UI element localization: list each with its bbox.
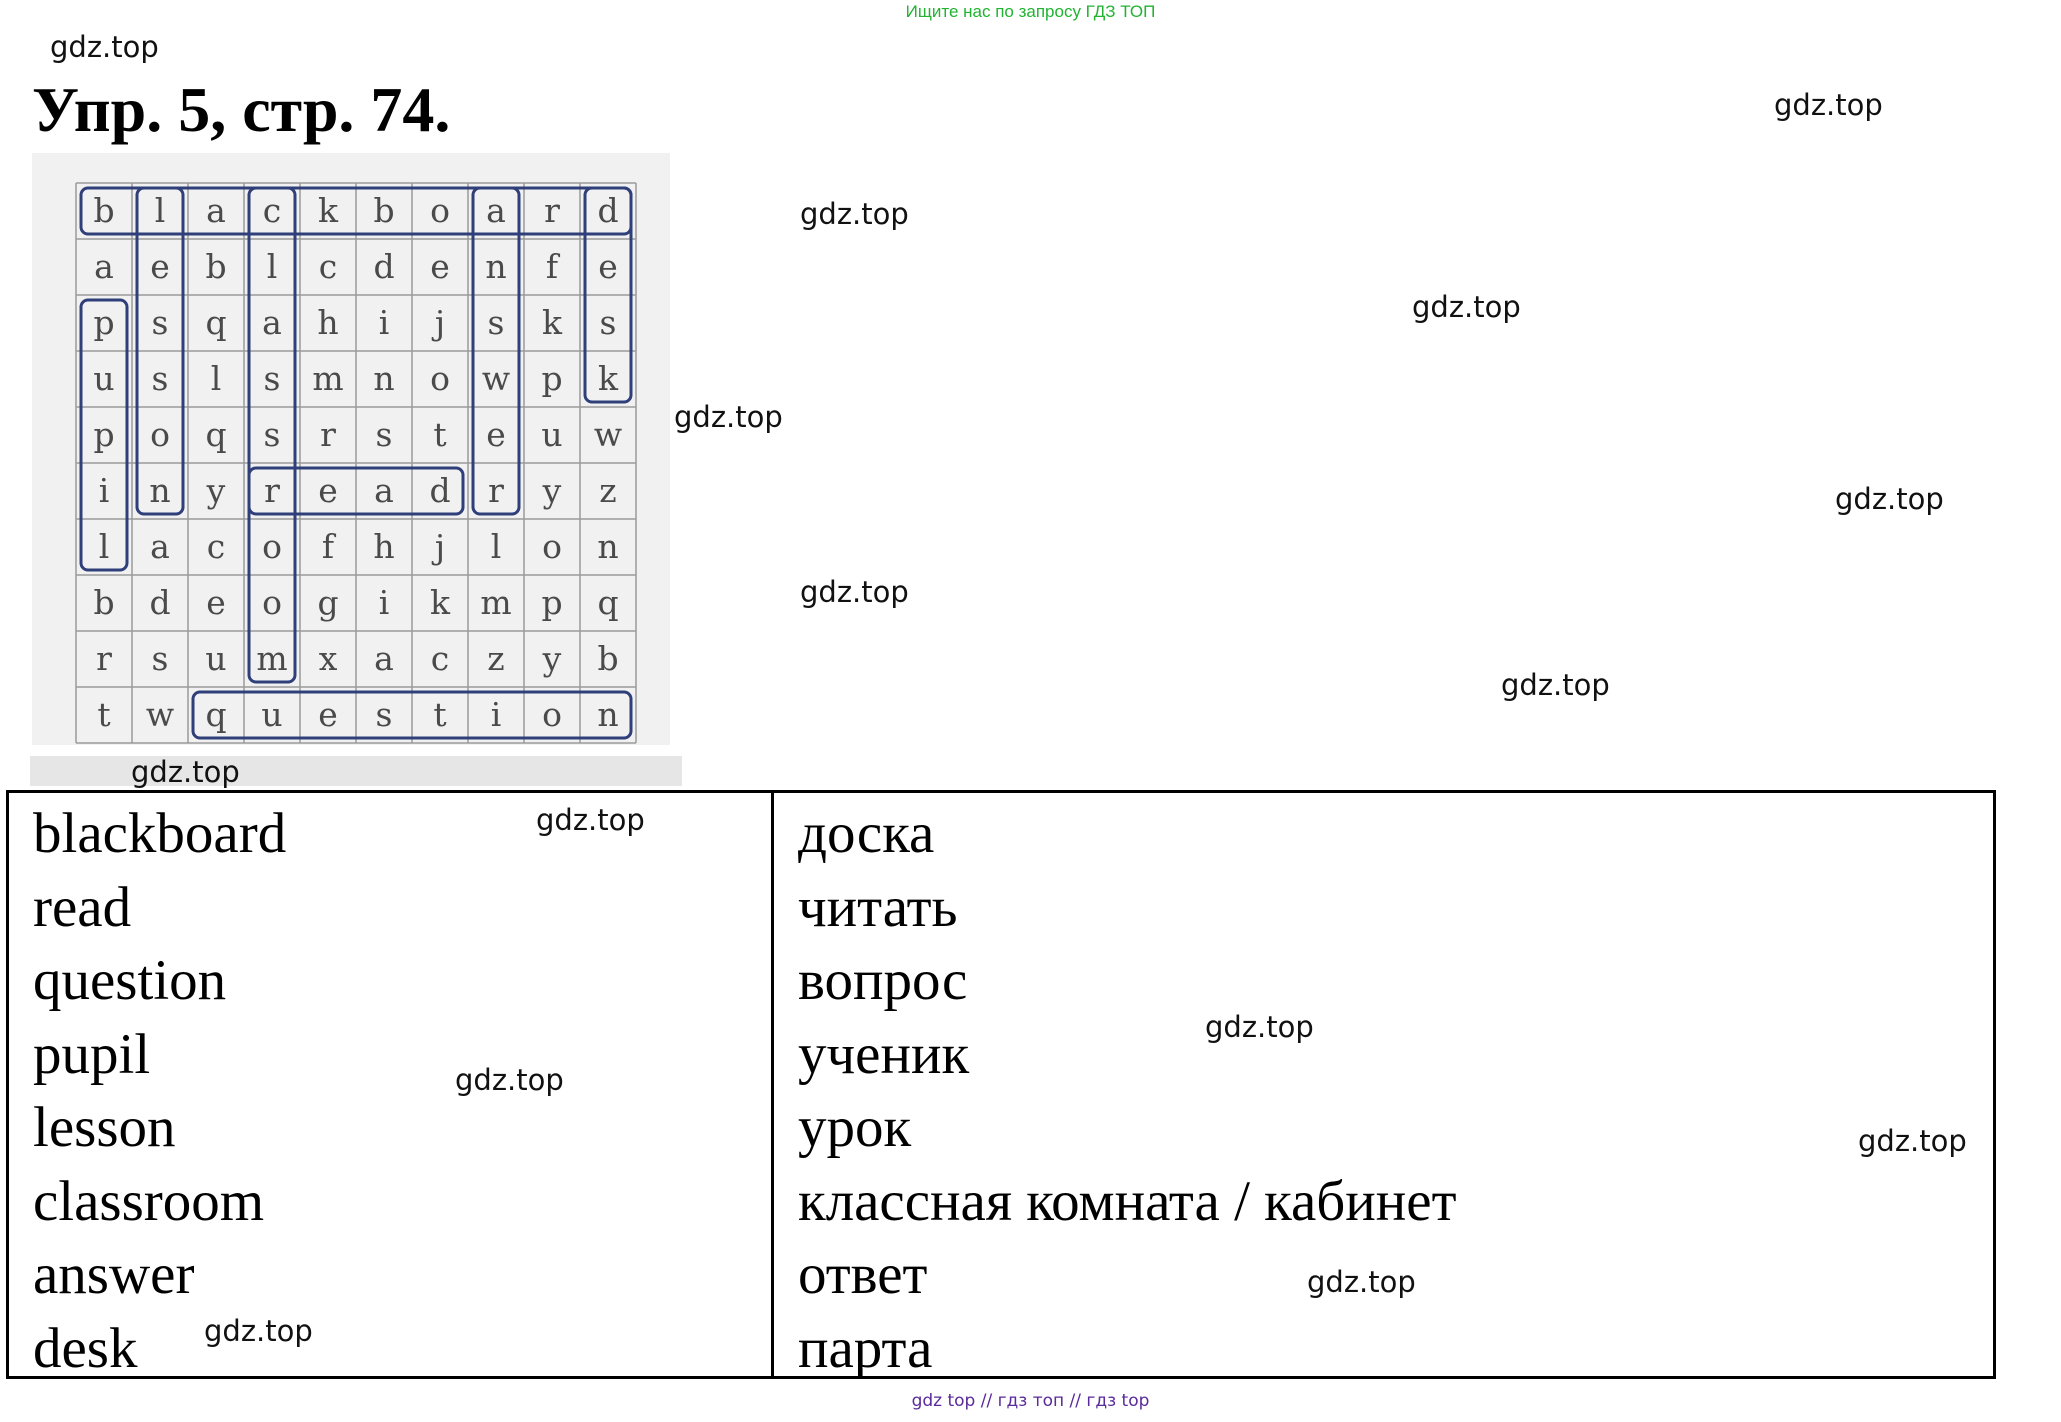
vocab-word-ru: ответ bbox=[798, 1243, 928, 1306]
grid-letter: t bbox=[433, 695, 447, 734]
vocab-word-en: lesson bbox=[33, 1096, 176, 1159]
grid-letter: l bbox=[98, 527, 110, 566]
grid-letter: q bbox=[205, 695, 227, 734]
grid-letter: m bbox=[256, 639, 288, 678]
grid-letter: o bbox=[430, 191, 450, 230]
grid-letter: l bbox=[266, 247, 278, 286]
grid-letter: j bbox=[434, 303, 446, 342]
grid-letter: s bbox=[263, 415, 281, 454]
grid-letter: t bbox=[433, 415, 447, 454]
vocab-word-en: answer bbox=[33, 1243, 195, 1306]
scan-bottom-strip bbox=[30, 756, 682, 786]
watermark: gdz.top bbox=[1501, 668, 1610, 702]
grid-letter: n bbox=[485, 247, 507, 286]
grid-letter: y bbox=[206, 471, 226, 510]
grid-letter: e bbox=[318, 695, 338, 734]
grid-letter: a bbox=[94, 247, 114, 286]
grid-letter: s bbox=[599, 303, 617, 342]
grid-letter: r bbox=[488, 471, 504, 510]
grid-letter: n bbox=[597, 527, 619, 566]
grid-letter: u bbox=[261, 695, 283, 734]
grid-letter: o bbox=[542, 695, 562, 734]
grid-letter: d bbox=[429, 471, 451, 510]
grid-letter: z bbox=[599, 471, 617, 510]
grid-letter: o bbox=[430, 359, 450, 398]
page-title: Упр. 5, стр. 74. bbox=[32, 74, 451, 145]
grid-letter: r bbox=[96, 639, 112, 678]
grid-letter: f bbox=[321, 527, 335, 566]
grid-letter: l bbox=[210, 359, 222, 398]
grid-letter: c bbox=[206, 527, 226, 566]
grid-letter: b bbox=[373, 191, 395, 230]
vocab-word-ru: вопрос bbox=[798, 949, 968, 1012]
grid-letter: c bbox=[430, 639, 450, 678]
grid-letter: s bbox=[263, 359, 281, 398]
grid-letter: n bbox=[373, 359, 395, 398]
grid-letter: q bbox=[597, 583, 619, 622]
vocab-word-ru: парта bbox=[798, 1316, 933, 1380]
grid-letter: e bbox=[598, 247, 618, 286]
vocab-word-en: classroom bbox=[33, 1169, 265, 1233]
vocab-word-en: desk bbox=[33, 1316, 138, 1380]
grid-letter: o bbox=[150, 415, 170, 454]
english-words-column bbox=[33, 797, 286, 1385]
vocab-word-ru: ученик bbox=[798, 1022, 970, 1086]
grid-letter: c bbox=[262, 191, 282, 230]
grid-letter: e bbox=[486, 415, 506, 454]
vocabulary-table bbox=[6, 790, 1996, 1379]
grid-letter: k bbox=[430, 583, 450, 622]
grid-letter: t bbox=[97, 695, 111, 734]
grid-letter: o bbox=[262, 583, 282, 622]
word-search-grid bbox=[72, 180, 642, 746]
grid-letter: i bbox=[98, 471, 110, 510]
grid-letter: b bbox=[205, 247, 227, 286]
grid-letter: b bbox=[93, 191, 115, 230]
vocab-word-en: pupil bbox=[33, 1022, 151, 1086]
grid-letter: r bbox=[264, 471, 280, 510]
grid-letter: h bbox=[373, 527, 395, 566]
grid-letter: a bbox=[150, 527, 170, 566]
grid-letter: y bbox=[542, 471, 562, 510]
watermark: gdz.top bbox=[1858, 1124, 1967, 1158]
grid-letter: w bbox=[593, 415, 623, 454]
grid-letter: p bbox=[541, 359, 563, 398]
grid-letter: w bbox=[145, 695, 175, 734]
grid-letter: a bbox=[486, 191, 506, 230]
grid-letter: s bbox=[375, 695, 393, 734]
grid-letter: a bbox=[206, 191, 226, 230]
grid-letter: a bbox=[374, 471, 394, 510]
watermark: gdz.top bbox=[455, 1063, 564, 1097]
watermark: gdz.top bbox=[1835, 482, 1944, 516]
vocab-word-ru: классная комната / кабинет bbox=[798, 1169, 1457, 1233]
grid-letter: n bbox=[149, 471, 171, 510]
watermark: gdz.top bbox=[1307, 1265, 1416, 1299]
grid-letter: r bbox=[544, 191, 560, 230]
grid-letter: d bbox=[149, 583, 171, 622]
grid-letter: a bbox=[262, 303, 282, 342]
column-divider bbox=[771, 793, 774, 1376]
grid-letter: z bbox=[487, 639, 505, 678]
grid-letter: q bbox=[205, 303, 227, 342]
vocab-word-en: blackboard bbox=[33, 802, 287, 865]
watermark: gdz.top bbox=[50, 30, 159, 64]
watermark: gdz.top bbox=[536, 803, 645, 837]
grid-letter: j bbox=[434, 527, 446, 566]
grid-letter: e bbox=[150, 247, 170, 286]
grid-letter: b bbox=[597, 639, 619, 678]
grid-letter: g bbox=[317, 583, 339, 622]
watermark: gdz.top bbox=[800, 575, 909, 609]
search-hint: Ищите нас по запросу ГДЗ ТОП bbox=[905, 2, 1156, 21]
grid-letter: k bbox=[542, 303, 562, 342]
grid-letter: k bbox=[598, 359, 618, 398]
grid-letter: e bbox=[430, 247, 450, 286]
grid-letter: u bbox=[541, 415, 563, 454]
vocab-word-ru: урок bbox=[798, 1096, 912, 1159]
grid-letter: r bbox=[320, 415, 336, 454]
grid-letter: s bbox=[151, 303, 169, 342]
grid-letter: d bbox=[373, 247, 395, 286]
grid-letter: e bbox=[318, 471, 338, 510]
grid-letter: o bbox=[262, 527, 282, 566]
grid-letter: h bbox=[317, 303, 339, 342]
vocab-word-en: read bbox=[33, 875, 132, 939]
grid-letter: i bbox=[378, 303, 390, 342]
grid-letter: s bbox=[151, 359, 169, 398]
grid-letter: n bbox=[597, 695, 619, 734]
grid-letter: m bbox=[312, 359, 344, 398]
grid-letter: m bbox=[480, 583, 512, 622]
grid-letter: d bbox=[597, 191, 619, 230]
grid-letter: p bbox=[541, 583, 563, 622]
grid-letter: l bbox=[490, 527, 502, 566]
watermark: gdz.top bbox=[800, 197, 909, 231]
grid-letter: y bbox=[542, 639, 562, 678]
grid-letter: q bbox=[205, 415, 227, 454]
watermark: gdz.top bbox=[204, 1314, 313, 1348]
vocab-word-ru: читать bbox=[798, 875, 958, 939]
grid-letter: u bbox=[205, 639, 227, 678]
grid-letter: o bbox=[542, 527, 562, 566]
grid-letter: s bbox=[151, 639, 169, 678]
watermark: gdz.top bbox=[674, 400, 783, 434]
watermark: gdz.top bbox=[131, 755, 240, 789]
grid-letter: k bbox=[318, 191, 338, 230]
footer-note: gdz top // гдз топ // гдз top bbox=[911, 1391, 1150, 1411]
vocab-word-en: question bbox=[33, 949, 227, 1012]
watermark: gdz.top bbox=[1205, 1010, 1314, 1044]
grid-letter: i bbox=[378, 583, 390, 622]
grid-letter: l bbox=[154, 191, 166, 230]
grid-letter: s bbox=[487, 303, 505, 342]
grid-letter: a bbox=[374, 639, 394, 678]
grid-letter: x bbox=[318, 639, 338, 678]
grid-letter: f bbox=[545, 247, 559, 286]
watermark: gdz.top bbox=[1774, 88, 1883, 122]
grid-letter: u bbox=[93, 359, 115, 398]
vocab-word-ru: доска bbox=[798, 802, 935, 865]
grid-letter: w bbox=[481, 359, 511, 398]
grid-letter: i bbox=[490, 695, 502, 734]
watermark: gdz.top bbox=[1412, 290, 1521, 324]
grid-letter: p bbox=[93, 303, 115, 342]
grid-letter: e bbox=[206, 583, 226, 622]
grid-letter: c bbox=[318, 247, 338, 286]
grid-letter: s bbox=[375, 415, 393, 454]
grid-letter: b bbox=[93, 583, 115, 622]
grid-letter: p bbox=[93, 415, 115, 454]
